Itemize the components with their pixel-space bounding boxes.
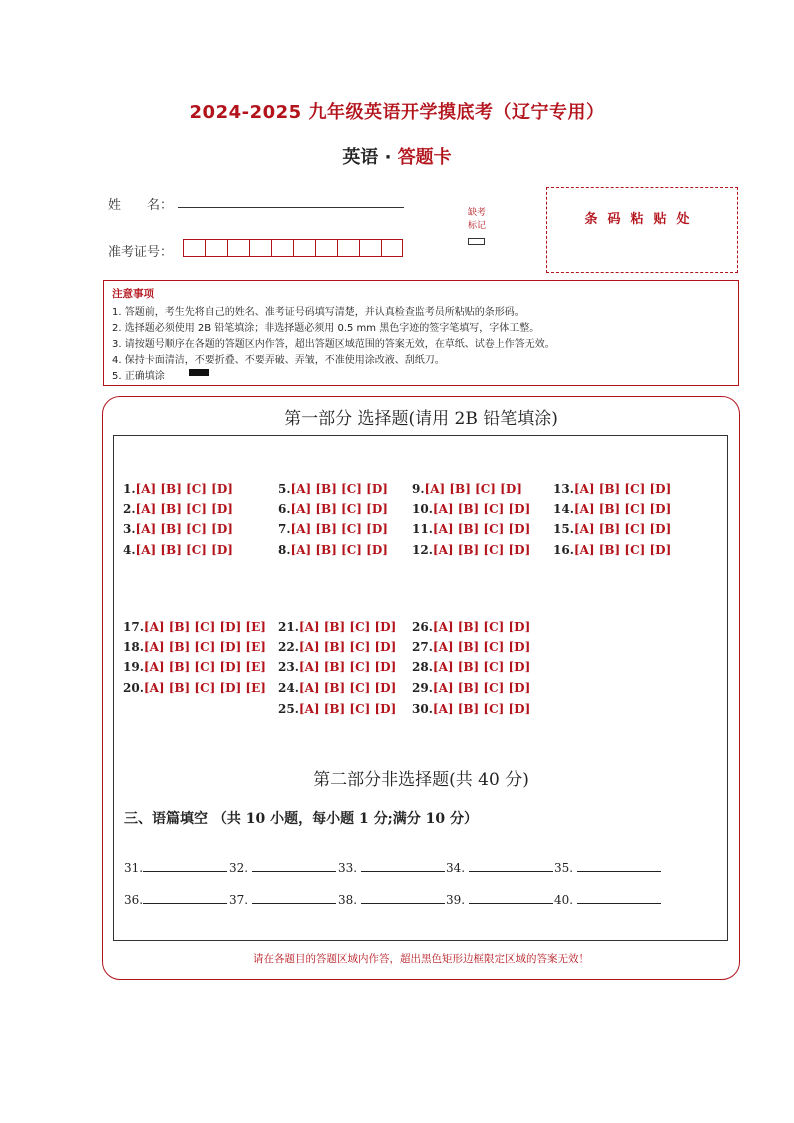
answer-options[interactable]: [A] [B] [C] [D]	[573, 482, 672, 496]
answer-options[interactable]: [A] [B] [C] [D]	[432, 640, 531, 654]
answer-options[interactable]: [A] [B] [C] [D]	[298, 681, 397, 695]
question-number: 9.	[412, 482, 425, 496]
question-number: 28.	[412, 660, 433, 674]
notes-title: 注意事项	[112, 288, 154, 300]
question-row[interactable]	[278, 702, 396, 716]
absent-mark-label-line1: 缺考	[467, 208, 486, 218]
answer-options[interactable]: [A] [B] [C] [D]	[298, 640, 397, 654]
exam-id-digit-box[interactable]	[381, 239, 403, 257]
answer-options[interactable]: [A] [B] [C] [D]	[432, 660, 531, 674]
blank-number: 37.	[229, 893, 249, 907]
card-subtitle	[0, 143, 794, 169]
answer-options[interactable]: [A] [B] [C] [D]	[135, 522, 233, 536]
name-field[interactable]	[178, 207, 404, 208]
question-number: 21.	[278, 620, 299, 634]
blank-number: 40.	[554, 893, 574, 907]
answer-options[interactable]: [A] [B] [C] [D]	[573, 522, 672, 536]
question-number: 16.	[553, 543, 574, 557]
question-row[interactable]	[412, 660, 530, 674]
exam-id-field[interactable]	[183, 239, 403, 257]
question-number: 11.	[412, 522, 433, 536]
absent-mark-label-line2: 标记	[467, 221, 486, 231]
answer-options[interactable]: [A] [B] [C] [D] [E]	[143, 660, 266, 674]
blank-line[interactable]	[252, 861, 336, 872]
blank-line[interactable]	[143, 893, 227, 904]
question-number: 29.	[412, 681, 433, 695]
answer-options[interactable]: [A] [B] [C] [D]	[432, 543, 531, 557]
correct-fill-sample	[189, 369, 209, 376]
note-item: 5. 正确填涂	[112, 371, 165, 382]
blank-number: 35.	[554, 861, 574, 875]
blank-number: 39.	[446, 893, 466, 907]
subtitle-answer-card: 答题卡	[397, 147, 452, 168]
question-row[interactable]	[412, 522, 530, 536]
absent-mark-label	[462, 207, 492, 233]
question-row[interactable]	[412, 502, 530, 516]
blank-number: 31.	[124, 861, 144, 875]
answer-options[interactable]: [A] [B] [C] [D]	[573, 502, 672, 516]
blank-number: 36.	[124, 893, 144, 907]
question-row[interactable]	[553, 502, 671, 516]
question-row[interactable]	[412, 702, 530, 716]
question-number: 10.	[412, 502, 433, 516]
question-row[interactable]	[278, 640, 396, 654]
part2-title: 第二部分非选择题(共 40 分)	[313, 770, 529, 790]
question-row[interactable]	[123, 502, 233, 516]
blank-answer[interactable]	[124, 861, 227, 875]
answer-options[interactable]: [A] [B] [C] [D]	[432, 522, 531, 536]
footer-warning: 请在各题目的答题区域内作答，超出黑色矩形边框限定区域的答案无效！	[253, 953, 589, 965]
answer-options[interactable]: [A] [B] [C] [D]	[432, 620, 531, 634]
exam-id-digit-box[interactable]	[337, 239, 359, 257]
question-number: 4.	[123, 543, 136, 557]
question-number: 25.	[278, 702, 299, 716]
blank-line[interactable]	[469, 893, 553, 904]
blank-answer[interactable]	[124, 893, 227, 907]
question-row[interactable]	[553, 482, 671, 496]
exam-id-digit-box[interactable]	[205, 239, 227, 257]
part1-title: 第一部分 选择题(请用 2B 铅笔填涂)	[284, 409, 558, 429]
question-row[interactable]	[123, 522, 233, 536]
question-row[interactable]	[412, 681, 530, 695]
subtitle-subject: 英语 ·	[342, 147, 398, 168]
note-item: 1. 答题前，考生先将自己的姓名、准考证号码填写清楚，并认真检查监考员所粘贴的条形码。	[112, 307, 525, 318]
blank-answer[interactable]	[338, 861, 445, 875]
exam-id-digit-box[interactable]	[359, 239, 381, 257]
question-number: 30.	[412, 702, 433, 716]
question-number: 19.	[123, 660, 144, 674]
question-row[interactable]	[412, 640, 530, 654]
note-item: 2. 选择题必须使用 2B 铅笔填涂；非选择题必须用 0.5 mm 黑色字迹的签字笔填写，字体工整。	[112, 323, 540, 334]
question-row[interactable]	[278, 543, 388, 557]
answer-options[interactable]: [A] [B] [C] [D]	[424, 482, 522, 496]
exam-id-digit-box[interactable]	[183, 239, 205, 257]
question-row[interactable]	[278, 681, 396, 695]
blank-answer[interactable]	[554, 893, 661, 907]
blank-number: 38.	[338, 893, 358, 907]
answer-options[interactable]: [A] [B] [C] [D]	[290, 482, 388, 496]
absent-mark-box[interactable]	[468, 238, 485, 245]
exam-id-digit-box[interactable]	[293, 239, 315, 257]
exam-id-label: 准考证号：	[108, 245, 174, 260]
answer-options[interactable]: [A] [B] [C] [D] [E]	[143, 640, 266, 654]
question-row[interactable]	[123, 660, 266, 674]
blank-line[interactable]	[469, 861, 553, 872]
blank-number: 33.	[338, 861, 358, 875]
blank-line[interactable]	[143, 861, 227, 872]
question-row[interactable]	[278, 660, 396, 674]
answer-options[interactable]: [A] [B] [C] [D]	[135, 543, 233, 557]
question-row[interactable]	[123, 681, 266, 695]
question-number: 15.	[553, 522, 574, 536]
name-label: 姓 名：	[108, 198, 174, 213]
section3-title: 三、语篇填空 （共 10 小题，每小题 1 分;满分 10 分）	[124, 811, 478, 827]
question-number: 8.	[278, 543, 291, 557]
blank-answer[interactable]	[446, 893, 553, 907]
question-row[interactable]	[123, 640, 266, 654]
answer-options[interactable]: [A] [B] [C] [D]	[573, 543, 672, 557]
blank-number: 34.	[446, 861, 466, 875]
blank-line[interactable]	[252, 893, 336, 904]
question-number: 18.	[123, 640, 144, 654]
question-row[interactable]	[123, 620, 266, 634]
exam-id-digit-box[interactable]	[315, 239, 337, 257]
blank-line[interactable]	[361, 893, 445, 904]
blank-answer[interactable]	[446, 861, 553, 875]
answer-options[interactable]: [A] [B] [C] [D]	[290, 502, 388, 516]
question-number: 24.	[278, 681, 299, 695]
answer-options[interactable]: [A] [B] [C] [D]	[135, 502, 233, 516]
answer-options[interactable]: [A] [B] [C] [D] [E]	[143, 620, 266, 634]
answer-options[interactable]: [A] [B] [C] [D]	[290, 522, 388, 536]
question-row[interactable]	[278, 482, 388, 496]
question-number: 5.	[278, 482, 291, 496]
question-row[interactable]	[123, 543, 233, 557]
answer-options[interactable]: [A] [B] [C] [D]	[290, 543, 388, 557]
blank-line[interactable]	[577, 893, 661, 904]
blank-answer[interactable]	[229, 861, 336, 875]
exam-id-digit-box[interactable]	[271, 239, 293, 257]
answer-options[interactable]: [A] [B] [C] [D]	[298, 620, 397, 634]
note-item: 4. 保持卡面清洁，不要折叠、不要弄破、弄皱，不准使用涂改液、刮纸刀。	[112, 355, 445, 366]
card-title: 2024-2025 九年级英语开学摸底考（辽宁专用）	[189, 102, 605, 123]
question-number: 17.	[123, 620, 144, 634]
question-row[interactable]	[412, 543, 530, 557]
question-row[interactable]	[412, 482, 522, 496]
answer-options[interactable]: [A] [B] [C] [D]	[298, 660, 397, 674]
question-number: 22.	[278, 640, 299, 654]
barcode-label: 条码粘贴处	[584, 212, 700, 227]
blank-answer[interactable]	[554, 861, 661, 875]
answer-options[interactable]: [A] [B] [C] [D]	[298, 702, 397, 716]
question-number: 13.	[553, 482, 574, 496]
question-row[interactable]	[553, 543, 671, 557]
question-number: 6.	[278, 502, 291, 516]
question-number: 1.	[123, 482, 136, 496]
blank-line[interactable]	[361, 861, 445, 872]
question-row[interactable]	[553, 522, 671, 536]
question-number: 23.	[278, 660, 299, 674]
question-row[interactable]	[412, 620, 530, 634]
question-number: 14.	[553, 502, 574, 516]
question-row[interactable]	[123, 482, 233, 496]
blank-number: 32.	[229, 861, 249, 875]
answer-options[interactable]: [A] [B] [C] [D] [E]	[143, 681, 266, 695]
answer-options[interactable]: [A] [B] [C] [D]	[432, 681, 531, 695]
barcode-area	[546, 187, 738, 273]
blank-line[interactable]	[577, 861, 661, 872]
question-number: 26.	[412, 620, 433, 634]
answer-options[interactable]: [A] [B] [C] [D]	[432, 702, 531, 716]
exam-id-digit-box[interactable]	[227, 239, 249, 257]
question-number: 27.	[412, 640, 433, 654]
question-number: 7.	[278, 522, 291, 536]
question-row[interactable]	[278, 522, 388, 536]
exam-id-digit-box[interactable]	[249, 239, 271, 257]
question-number: 20.	[123, 681, 144, 695]
question-row[interactable]	[278, 502, 388, 516]
note-item: 3. 请按题号顺序在各题的答题区内作答，超出答题区域范围的答案无效，在草纸、试卷上作答无效。	[112, 339, 555, 350]
question-number: 3.	[123, 522, 136, 536]
answer-options[interactable]: [A] [B] [C] [D]	[432, 502, 531, 516]
blank-answer[interactable]	[338, 893, 445, 907]
blank-answer[interactable]	[229, 893, 336, 907]
question-number: 2.	[123, 502, 136, 516]
question-row[interactable]	[278, 620, 396, 634]
question-number: 12.	[412, 543, 433, 557]
answer-options[interactable]: [A] [B] [C] [D]	[135, 482, 233, 496]
